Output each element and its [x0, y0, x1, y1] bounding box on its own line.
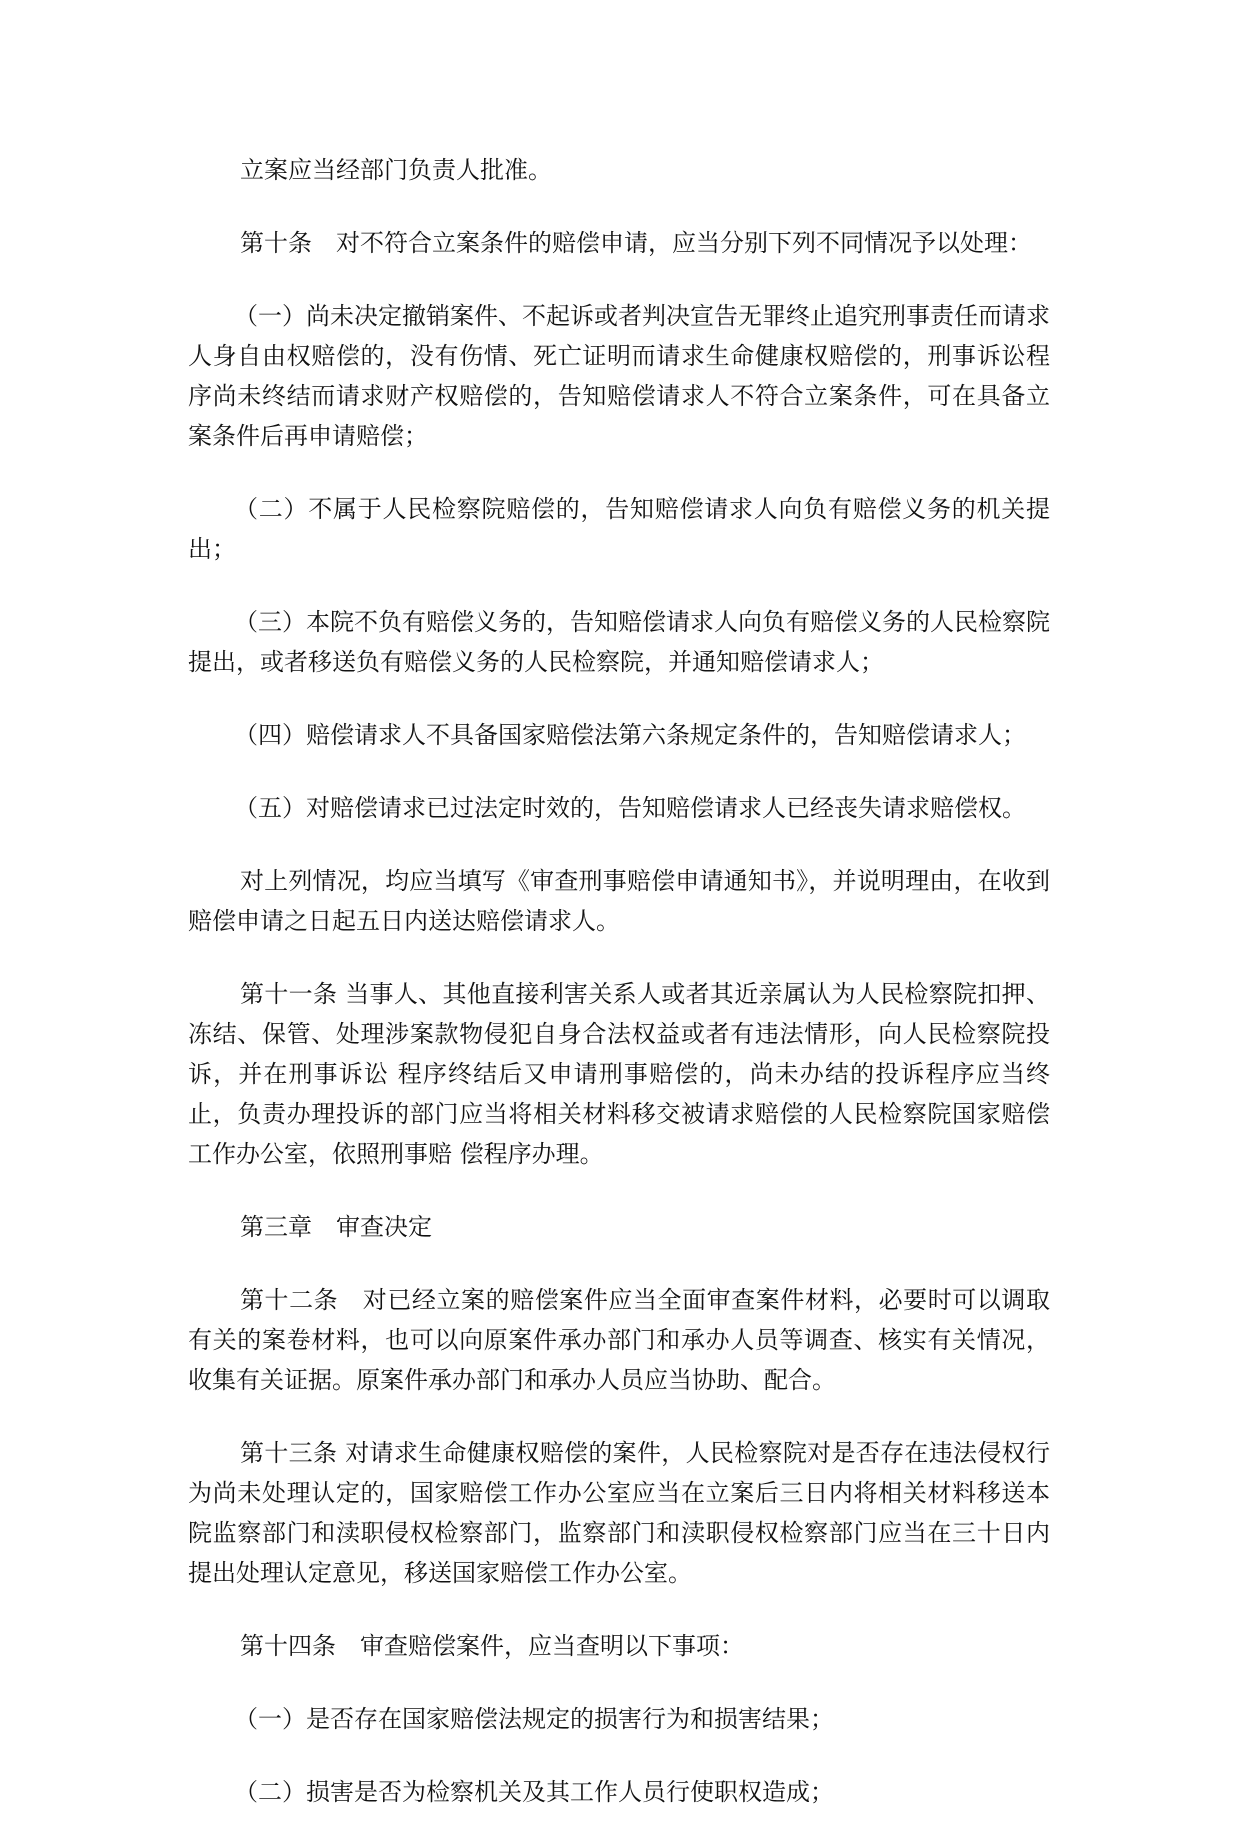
list-item: （四）赔偿请求人不具备国家赔偿法第六条规定条件的，告知赔偿请求人； [234, 721, 1026, 749]
article-heading: 第十条 对不符合立案条件的赔偿申请，应当分别下列不同情况予以处理： [240, 229, 1032, 257]
list-item: （一）是否存在国家赔偿法规定的损害行为和损害结果； [234, 1705, 834, 1733]
article-heading: 第十四条 审查赔偿案件，应当查明以下事项： [240, 1632, 744, 1660]
list-item: （二）不属于人民检察院赔偿的，告知赔偿请求人向负有赔偿义务的机关提出； [188, 495, 1050, 563]
article-paragraph: 第十二条 对已经立案的赔偿案件应当全面审查案件材料，必要时可以调取有关的案卷材料，也可以向原案件承办部门和承办人员等调查、核实有关情况，收集有关证据。原案件承办部门和承办人员应当协助、配合。 [188, 1286, 1050, 1394]
article-paragraph: 第十三条 对请求生命健康权赔偿的案件，人民检察院对是否存在违法侵权行为尚未处理认定的，国家赔偿工作办公室应当在立案后三日内将相关材料移送本院监察部门和渎职侵权检察部门，监察部门和渎职侵权检察部门应当在三十日内提出处理认定意见，移送国家赔偿工作办公室。 [188, 1439, 1050, 1587]
list-item: （三）本院不负有赔偿义务的，告知赔偿请求人向负有赔偿义务的人民检察院提出，或者移送负有赔偿义务的人民检察院，并通知赔偿请求人； [188, 608, 1050, 676]
paragraph: 立案应当经部门负责人批准。 [240, 156, 552, 184]
chapter-heading: 第三章 审查决定 [240, 1213, 432, 1241]
list-item: （一）尚未决定撤销案件、不起诉或者判决宣告无罪终止追究刑事责任而请求人身自由权赔偿的，没有伤情、死亡证明而请求生命健康权赔偿的，刑事诉讼程序尚未终结而请求财产权赔偿的，告知赔偿请求人不符合立案条件，可在具备立案条件后再申请赔偿； [188, 302, 1050, 450]
list-item: （五）对赔偿请求已过法定时效的，告知赔偿请求人已经丧失请求赔偿权。 [234, 794, 1026, 822]
document-body [188, 150, 1050, 1845]
article-paragraph: 第十一条 当事人、其他直接利害关系人或者其近亲属认为人民检察院扣押、冻结、保管、处理涉案款物侵犯自身合法权益或者有违法情形，向人民检察院投诉，并在刑事诉讼 程序终结后又申请刑事赔偿的，尚未办结的投诉程序应当终止，负责办理投诉的部门应当将相关材料移交被请求赔偿的人民检察院国家赔偿工作办公室，依照刑事赔 偿程序办理。 [188, 980, 1050, 1168]
list-item: （二）损害是否为检察机关及其工作人员行使职权造成； [234, 1778, 834, 1806]
paragraph: 对上列情况，均应当填写《审查刑事赔偿申请通知书》，并说明理由，在收到赔偿申请之日起五日内送达赔偿请求人。 [188, 867, 1050, 935]
